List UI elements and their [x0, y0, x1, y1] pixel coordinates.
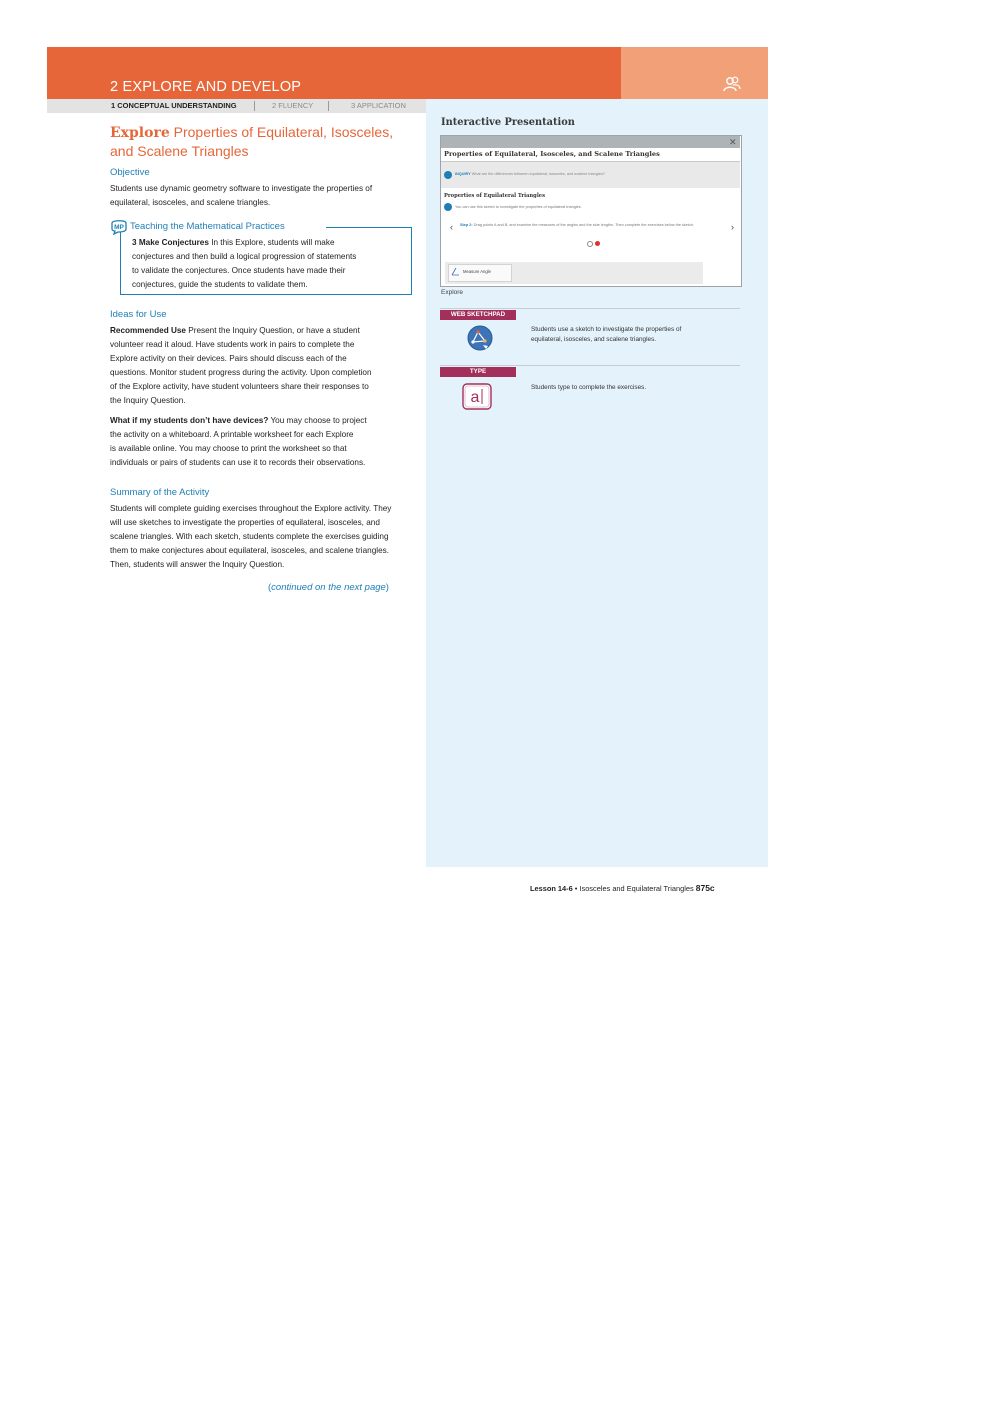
practices-text [132, 236, 402, 292]
divider [440, 308, 740, 309]
text-line: scalene triangles. With each sketch, students complete the exercises guiding [110, 532, 389, 541]
paren-open: ( [268, 582, 272, 593]
continued-text: continued on the next page [271, 582, 386, 593]
footer-bullet: • [574, 884, 578, 893]
text-line: In this Explore, students will make [211, 238, 335, 247]
collaboration-icon [722, 74, 742, 94]
explore-title-line1: Properties of Equilateral, Isosceles, [173, 124, 394, 140]
practice-lead: 3 Make Conjectures [132, 238, 209, 247]
practices-box-top-rule [326, 227, 412, 228]
text-line: Students will complete guiding exercises throughout the Explore activity. They [110, 504, 392, 513]
tab-fluency[interactable]: 2 FLUENCY [272, 101, 314, 110]
ideas-heading: Ideas for Use [110, 309, 167, 320]
continued-note [268, 582, 389, 593]
text-line: conjectures, guide the students to validate them. [132, 280, 308, 289]
chevron-right-icon[interactable]: › [731, 222, 734, 232]
text-line: equilateral, isosceles, and scalene triangles. [110, 198, 271, 207]
inquiry-icon [444, 171, 452, 179]
inquiry-question [455, 172, 605, 176]
text-line: Students use a sketch to investigate the properties of [531, 326, 682, 333]
presentation-subheading: Properties of Equilateral Triangles [444, 193, 546, 199]
ideas-paragraph-2 [110, 414, 415, 470]
page-dot[interactable] [587, 241, 593, 247]
page-number: 875c [695, 883, 715, 893]
section-header-accent [621, 47, 768, 99]
type-icon-letter: a [470, 389, 480, 406]
summary-heading: Summary of the Activity [110, 487, 210, 498]
text-line: individuals or pairs of students can use it to records their observations. [110, 458, 366, 467]
tab-application[interactable]: 3 APPLICATION [351, 101, 406, 110]
divider [440, 365, 740, 366]
web-sketchpad-icon [467, 325, 493, 351]
measure-angle-label: Measure Angle [463, 269, 491, 274]
summary-text [110, 502, 432, 572]
inquiry-label: INQUIRY [455, 172, 471, 176]
text-line: You may choose to project [270, 416, 367, 425]
close-icon[interactable]: ✕ [729, 137, 737, 147]
type-description: Students type to complete the exercises. [531, 384, 647, 391]
angle-icon [451, 267, 460, 276]
presentation-title-bar [441, 136, 740, 148]
objective-text [110, 182, 415, 210]
tab-divider [254, 101, 255, 111]
practices-heading: Teaching the Mathematical Practices [130, 221, 285, 232]
interactive-presentation-heading: Interactive Presentation [441, 117, 575, 128]
lesson-number: Lesson 14-6 [530, 884, 573, 893]
text-line: is available online. You may choose to print the worksheet so that [110, 444, 347, 453]
page-dot-active[interactable] [595, 241, 600, 246]
text-line: the activity on a whiteboard. A printable worksheet for each Explore [110, 430, 354, 439]
text-line: to validate the conjectures. Once students have made their [132, 266, 346, 275]
text-line: Explore activity on their devices. Pairs should discuss each of the [110, 354, 347, 363]
lesson-title: Isosceles and Equilateral Triangles [579, 884, 694, 893]
inquiry-text: What are the differences between equilateral, isosceles, and scalene triangles? [471, 172, 605, 176]
text-line: conjectures and then build a logical progression of statements [132, 252, 357, 261]
step-instructions [460, 222, 715, 228]
text-line: will use sketches to investigate the properties of equilateral, isosceles, and [110, 518, 380, 527]
objective-heading: Objective [110, 167, 150, 178]
mp-icon-label: MP [114, 224, 124, 231]
text-line: volunteer read it aloud. Have students work in pairs to complete the [110, 340, 355, 349]
presentation-caption: Explore [441, 289, 464, 296]
explore-keyword: Explore [110, 125, 170, 141]
text-line: the Inquiry Question. [110, 396, 186, 405]
text-line: them to make conjectures about equilateral, isosceles, and scalene triangles. [110, 546, 389, 555]
text-line: questions. Monitor student progress during the activity. Upon completion [110, 368, 372, 377]
explore-title [110, 124, 415, 160]
tab-divider [328, 101, 329, 111]
tab-conceptual-understanding[interactable]: 1 CONCEPTUAL UNDERSTANDING [111, 101, 237, 110]
page-footer [530, 883, 715, 893]
text-line: equilateral, isosceles, and scalene triangles. [531, 336, 657, 343]
explore-title-line2: and Scalene Triangles [110, 142, 249, 159]
step-text: Drag points A and B, and examine the measures of the angles and the side lengths. Then complete the exercises below the sketch. [473, 223, 695, 227]
mathematical-practices-icon [110, 219, 128, 235]
paragraph-lead: Recommended Use [110, 326, 186, 335]
step-label: Step 2: [460, 223, 473, 227]
text-line: of the Explore activity, have student volunteers share their responses to [110, 382, 369, 391]
text-line: Present the Inquiry Question, or have a student [188, 326, 360, 335]
web-sketchpad-description [531, 325, 731, 345]
text-line: Then, students will answer the Inquiry Question. [110, 560, 285, 569]
presentation-heading: Properties of Equilateral, Isosceles, and Scalene Triangles [444, 150, 660, 158]
ideas-paragraph-1 [110, 324, 415, 408]
paragraph-lead: What if my students don’t have devices? [110, 416, 269, 425]
type-badge: TYPE [440, 367, 516, 377]
web-sketchpad-badge: WEB SKETCHPAD [440, 310, 516, 320]
chevron-left-icon[interactable]: ‹ [450, 222, 453, 232]
tip-text: You can use this sketch to investigate the properties of equilateral triangles. [455, 205, 582, 209]
paren-close: ) [385, 582, 389, 593]
tip-icon [444, 203, 452, 211]
text-line: Students use dynamic geometry software to investigate the properties of [110, 184, 373, 193]
type-icon [462, 383, 492, 410]
lesson-phase-tabs [47, 99, 426, 113]
section-title: 2 EXPLORE AND DEVELOP [110, 79, 302, 95]
